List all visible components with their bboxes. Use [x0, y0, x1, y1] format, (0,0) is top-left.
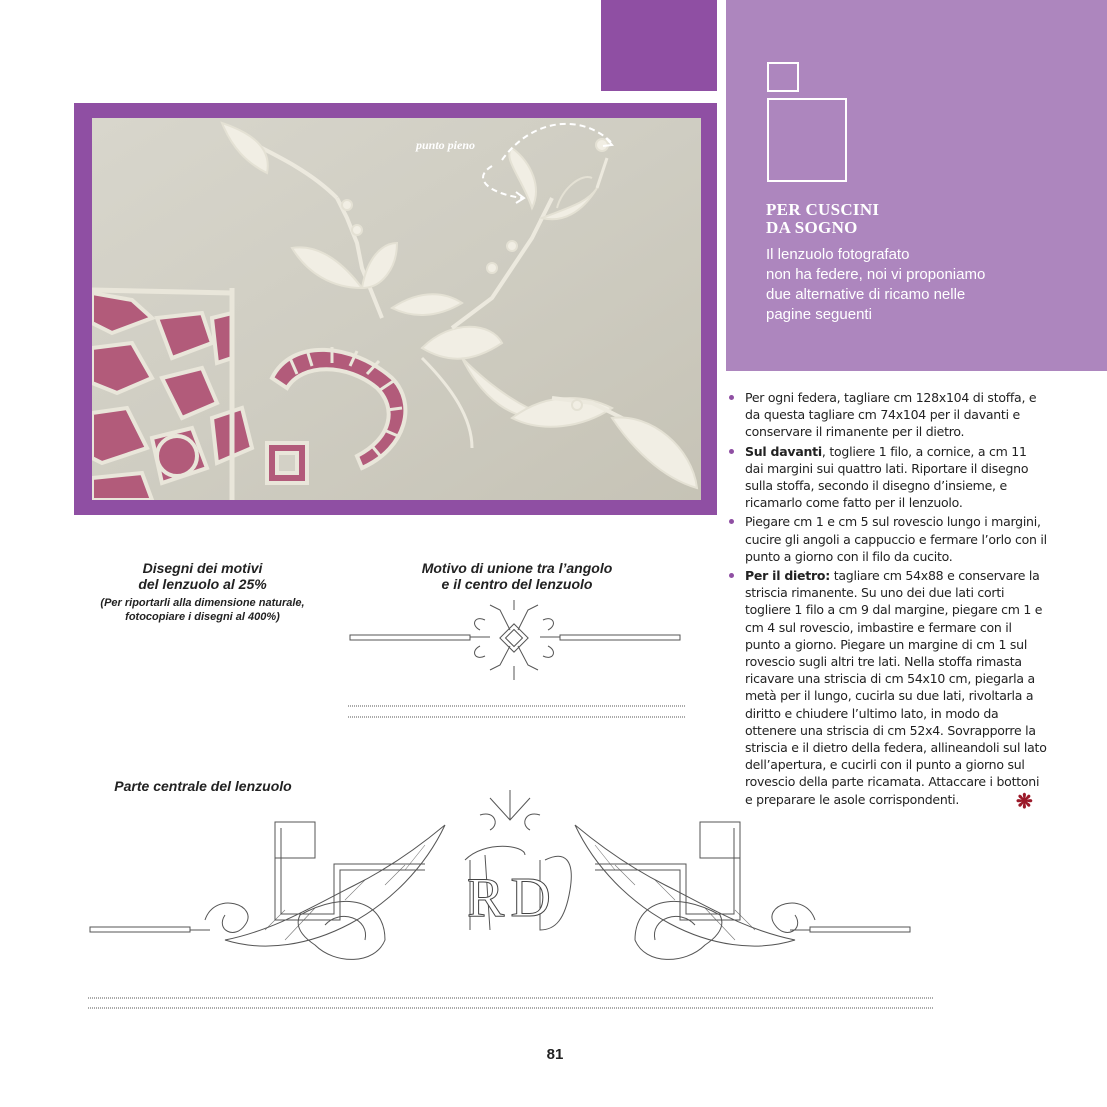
instruction-item	[727, 389, 1047, 441]
decorative-square-small	[767, 62, 799, 92]
instruction-item	[727, 513, 1047, 565]
instruction-text: Piegare cm 1 e cm 5 sul rovescio lungo i margini, cucire gli angoli a cappuccio e fermare l’orlo con il punto a giorno con il filo da cucito.	[745, 514, 1047, 564]
monogram: RD	[467, 867, 557, 929]
page-number: 81	[546, 1046, 564, 1063]
panel-title-line: PER CUSCINI	[766, 200, 880, 219]
instructions-list	[727, 389, 1047, 810]
instruction-text: Per ogni federa, tagliare cm 128x104 di stoffa, e da questa tagliare cm 74x104 per il davanti e conservare il rimanente per il dietro.	[745, 390, 1037, 440]
caption-motifs	[80, 560, 325, 592]
caption-line: Disegni dei motivi	[142, 560, 263, 576]
end-mark-icon: ❋	[1016, 791, 1033, 813]
panel-text-line: non ha federe, noi vi proponiamo	[766, 266, 986, 283]
panel-text-line: due alternative di ricamo nelle	[766, 286, 966, 303]
instruction-text: tagliare cm 54x88 e conservare la striscia rimanente. Su uno dei due lati corti togliere 1 filo a cm 9 dal margine, piegare cm 1 e cm 4 sul rovescio, imbastire e fermare con il punto a giorno. Piegare un margine di cm 1 sul rovescio sugli altri tre lati. Nella stoffa rimasta ricavare una striscia di cm 54x10 cm, piegarla a metà per il lungo, cucirla su due lati, rivoltarla a diritto e chiudere l’ultimo lato, in modo da ottenere una striscia di cm 52x4. Sovrapporre la striscia e il dietro della federa, allineandoli sul lato dell’apertura, e cucirli con il punto a giorno sul rovescio della parte ricamata. Attaccare i bottoni e preparare le asole corrispondenti.	[745, 568, 1047, 807]
panel-title-line: DA SOGNO	[766, 218, 858, 237]
embroidery-photo	[92, 118, 701, 500]
panel-title	[766, 201, 1066, 237]
caption-center-part: Parte centrale del lenzuolo	[114, 778, 292, 794]
union-motif-drawing	[340, 600, 690, 725]
instruction-label: Sul davanti	[745, 443, 822, 459]
decorative-square-large	[767, 98, 847, 182]
purple-accent-block	[601, 0, 717, 91]
panel-text-line: pagine seguenti	[766, 306, 872, 323]
caption-motifs-note	[80, 596, 325, 624]
caption-union-motif	[392, 560, 642, 592]
caption-line: e il centro del lenzuolo	[441, 576, 593, 592]
photo-annotation: punto pieno	[416, 138, 476, 152]
caption-line: (Per riportarli alla dimensione naturale,	[100, 597, 305, 609]
caption-line: fotocopiare i disegni al 400%)	[125, 611, 280, 623]
instruction-text: , togliere 1 filo, a cornice, a cm 11 dai margini sui quattro lati. Riportare il disegno sulla stoffa, secondo il disegno d’insieme, e ricamarlo come fatto per il lenzuolo.	[745, 443, 1029, 511]
instruction-item	[727, 443, 1047, 512]
instruction-item	[727, 567, 1047, 808]
instruction-label: Per il dietro:	[745, 568, 831, 584]
panel-text	[766, 245, 1066, 325]
panel-text-line: Il lenzuolo fotografato	[766, 246, 910, 263]
caption-line: Motivo di unione tra l’angolo	[421, 560, 613, 576]
caption-line: del lenzuolo al 25%	[138, 576, 267, 592]
